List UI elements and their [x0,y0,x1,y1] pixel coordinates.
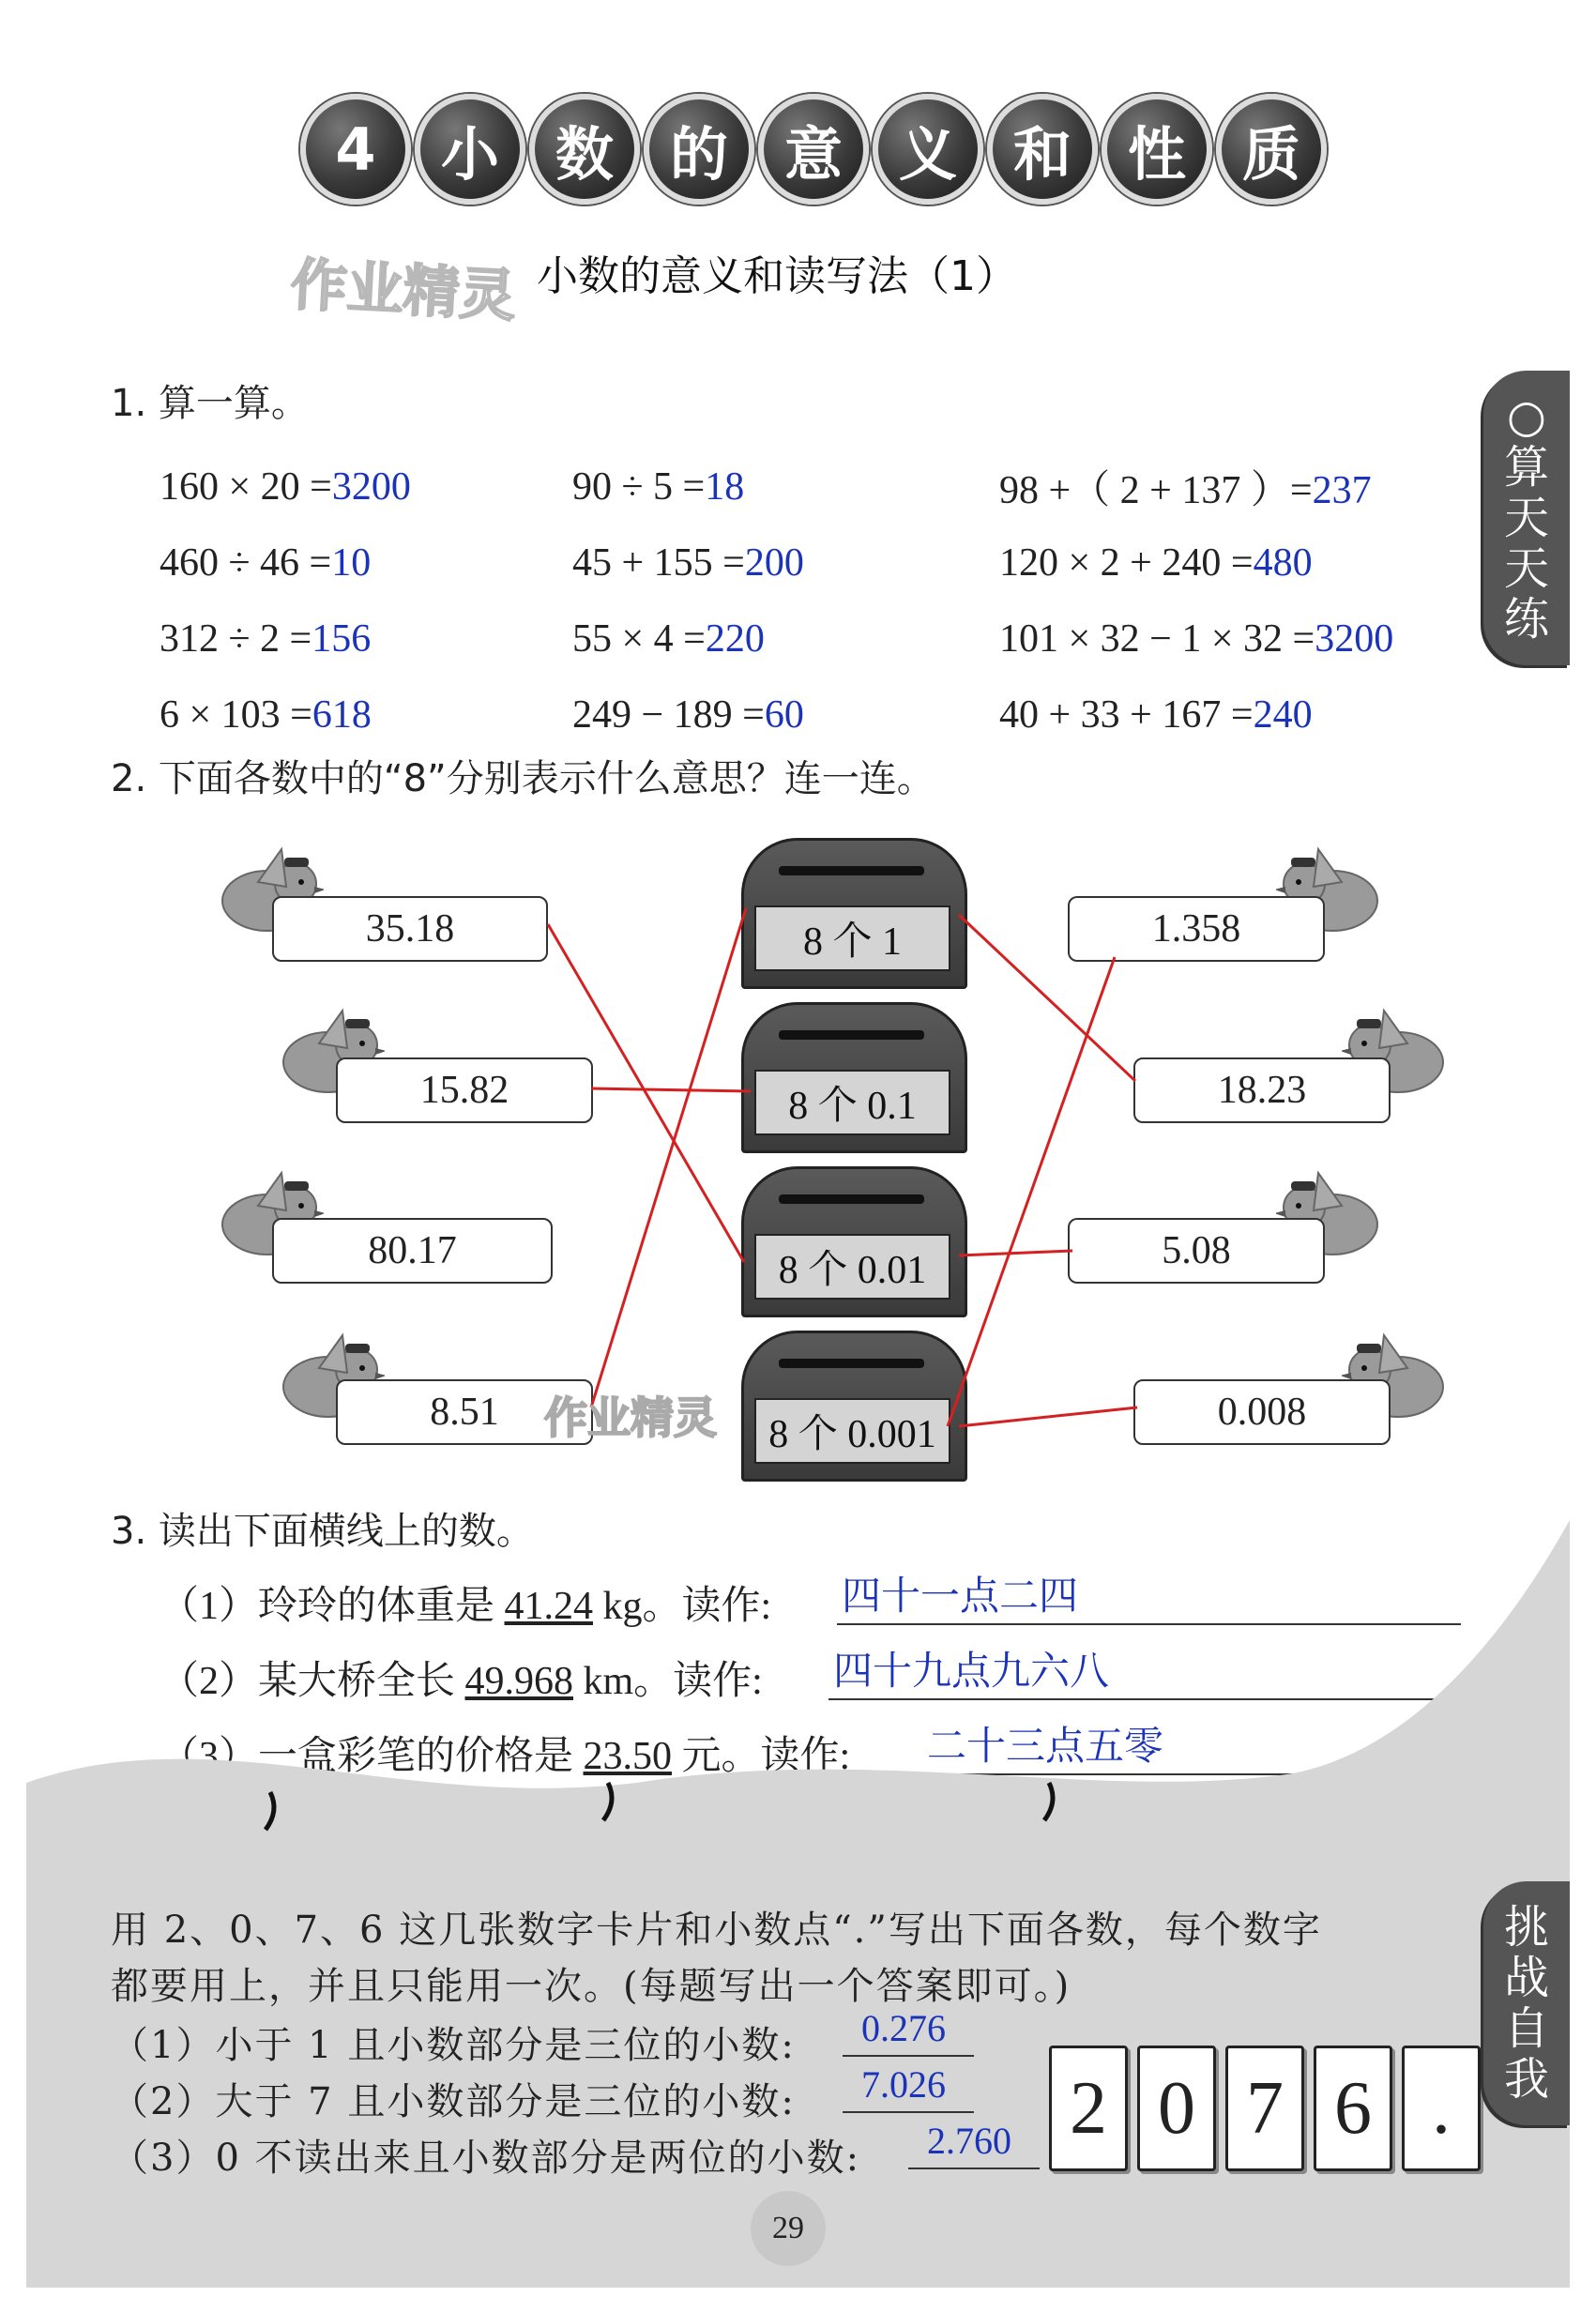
digit-card: 2 [1049,2046,1128,2171]
reading-answer: 二十三点五零 [927,1723,1164,1769]
match-line [948,957,1115,1426]
mailbox-label: 8 个 1 [754,905,950,971]
reading-answer: 四十九点九六八 [833,1648,1110,1694]
mailbox-label: 8 个 0.001 [754,1398,950,1464]
calc-answer: 480 [1253,540,1313,585]
calc-item: 98 +（ 2 + 137 ）=237 [999,468,1372,512]
calc-item: 101 × 32 − 1 × 32 =3200 [999,616,1394,661]
challenge-item: （1）小于 1 且小数部分是三位的小数: [111,2024,796,2067]
title-chip: 性 [1102,94,1212,205]
side-tab-char: 天 [1503,492,1549,544]
question-2-title: 2. 下面各数中的“8”分别表示什么意思？连一连。 [111,757,935,800]
number-to-read: 49.968 [464,1660,574,1703]
challenge-instruction: 都要用上，并且只能用一次。(每题写出一个答案即可。) [111,1965,1072,2008]
left-number-box: 35.18 [272,896,548,962]
calc-item: 90 ÷ 5 =18 [572,464,745,509]
answer-line [843,2111,974,2113]
right-number-box: 18.23 [1133,1057,1391,1123]
side-tab-char: 天 [1503,542,1549,595]
decimal-point-card: . [1402,2046,1481,2171]
side-tab-char: 战 [1503,1952,1549,2004]
title-chip: 意 [758,94,869,205]
digit-card: 0 [1137,2046,1216,2171]
challenge-answer: 0.276 [861,2007,946,2049]
calc-item: 120 × 2 + 240 =480 [999,540,1313,585]
match-line [591,1088,751,1091]
calc-item: 40 + 33 + 167 =240 [999,692,1313,737]
calc-item: 55 × 4 =220 [572,616,765,661]
calc-answer: 200 [744,540,804,585]
side-tab-char: 挑 [1503,1901,1549,1954]
number-to-read: 41.24 [504,1585,594,1628]
calc-answer: 3200 [1315,616,1394,661]
calc-answer: 156 [312,616,372,661]
calc-item: 249 − 189 =60 [572,692,804,737]
side-tab-challenge [1483,1881,1570,2125]
challenge-item: （2）大于 7 且小数部分是三位的小数: [111,2080,796,2123]
match-line [959,1251,1072,1255]
mailbox-label: 8 个 0.1 [754,1070,950,1135]
reading-item: （3）一盒彩笔的价格是 23.50 元。读作: [160,1735,851,1778]
title-chip: 和 [987,94,1098,205]
question-1-title: 1. 算一算。 [111,382,309,425]
match-line [959,915,1135,1081]
challenge-instruction: 用 2、0、7、6 这几张数字卡片和小数点“.”写出下面各数，每个数字 [111,1909,1322,1952]
digit-cards [1049,2046,1481,2171]
match-line [548,924,744,1262]
watermark: 作业精灵 [289,251,518,330]
side-tab-char: 我 [1503,2053,1549,2106]
reading-item: （1）玲玲的体重是 41.24 kg。读作: [160,1585,772,1628]
reading-item: （2）某大桥全长 49.968 km。读作: [160,1660,763,1703]
side-tab-char: 练 [1503,593,1549,646]
right-number-box: 5.08 [1068,1218,1325,1284]
challenge-item: （3）0 不读出来且小数部分是两位的小数: [111,2137,861,2180]
watermark: 作业精灵 [544,1392,717,1443]
answer-line [843,2055,974,2057]
match-line [591,908,746,1407]
side-tab-char: 自 [1503,2002,1549,2055]
side-tab-char: ○ [1507,390,1546,443]
title-chip: 小 [415,94,525,205]
calc-item: 160 × 20 =3200 [160,464,411,509]
right-number-box: 0.008 [1133,1379,1391,1445]
calc-answer: 237 [1312,468,1372,512]
answer-line [908,2168,1040,2169]
side-tab-char: 算 [1503,441,1549,494]
calc-answer: 240 [1253,692,1313,737]
calc-answer: 3200 [331,464,411,509]
challenge-answer: 2.760 [927,2120,1011,2162]
digit-card: 6 [1314,2046,1392,2171]
calc-answer: 10 [331,540,372,585]
title-chip: 义 [873,94,983,205]
calc-answer: 220 [705,616,765,661]
left-number-box: 15.82 [336,1057,593,1123]
lesson-subtitle: 小数的意义和读写法（1） [537,252,1017,300]
match-line [959,1407,1137,1426]
calc-item: 460 ÷ 46 =10 [160,540,372,585]
title-chip: 数 [529,94,640,205]
title-chip: 质 [1216,94,1327,205]
calc-item: 45 + 155 =200 [572,540,804,585]
page-number: 29 [751,2191,826,2266]
left-number-box: 80.17 [272,1218,553,1284]
title-chip: 的 [644,94,754,205]
number-to-read: 23.50 [583,1735,673,1778]
reading-answer: 四十一点二四 [842,1573,1079,1619]
digit-card: 7 [1225,2046,1304,2171]
mailbox-label: 8 个 0.01 [754,1234,950,1300]
left-number-box: 8.51 [336,1379,593,1445]
calc-item: 6 × 103 =618 [160,692,372,737]
right-number-box: 1.358 [1068,896,1325,962]
calc-item: 312 ÷ 2 =156 [160,616,372,661]
challenge-answer: 7.026 [861,2063,946,2106]
question-3-title: 3. 读出下面横线上的数。 [111,1510,534,1553]
calc-answer: 60 [764,692,804,737]
title-chip: 4 [300,94,411,205]
calc-answer: 18 [705,464,745,509]
calc-answer: 618 [312,692,372,737]
